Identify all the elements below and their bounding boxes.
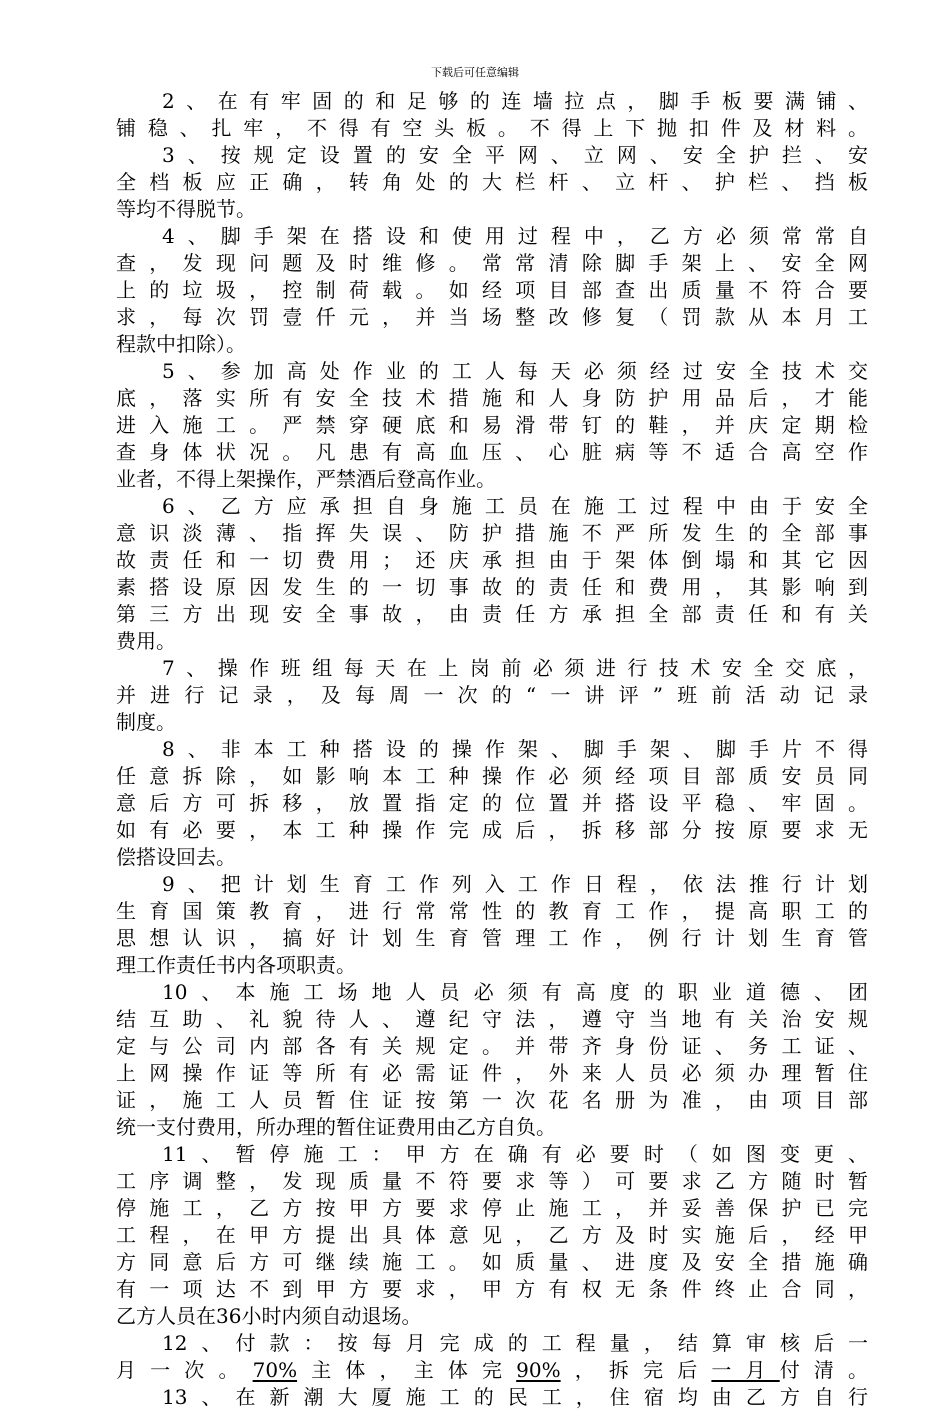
text-line: 并进行记录，及每周一次的“一讲评”班前活动记录 bbox=[116, 683, 868, 707]
text-line: 全档板应正确，转角处的大栏杆、立杆、护栏、挡板 bbox=[116, 170, 868, 194]
text-line: 意识淡薄、指挥失误、防护措施不严所发生的全部事 bbox=[116, 521, 868, 545]
text-line: 第三方出现安全事故，由责任方承担全部责任和有关 bbox=[116, 602, 868, 626]
underlined-period: 一月 bbox=[711, 1358, 780, 1382]
text-line: 进入施工。严禁穿硬底和易滑带钉的鞋，并庆定期检 bbox=[116, 413, 868, 437]
text-line: 9、把计划生育工作列入工作日程，依法推行计划 bbox=[162, 872, 868, 896]
text-line: 如有必要，本工种操作完成后，拆移部分按原要求无 bbox=[116, 818, 868, 842]
text-line: 查身体状况。凡患有高血压、心脏病等不适合高空作 bbox=[116, 440, 868, 464]
text-line: 证，施工人员暂住证按第一次花名册为准，由项目部 bbox=[116, 1088, 868, 1112]
payment-text: 主体，主体完 bbox=[297, 1358, 517, 1382]
text-line: 查，发现问题及时维修。常常清除脚手架上、安全网 bbox=[116, 251, 868, 275]
document-body bbox=[116, 88, 868, 1411]
payment-line bbox=[116, 1357, 868, 1384]
payment-text: ，拆完后 bbox=[560, 1358, 712, 1382]
text-line: 13、在新潮大厦施工的民工，住宿均由乙方自行 bbox=[162, 1385, 868, 1409]
text-line: 2、在有牢固的和足够的连墙拉点，脚手板要满铺、 bbox=[162, 89, 868, 113]
text-line: 求，每次罚壹仟元，并当场整改修复（罚款从本月工 bbox=[116, 305, 868, 329]
text-line: 乙方人员在36小时内须自动退场。 bbox=[116, 1304, 422, 1328]
text-line: 8、非本工种搭设的操作架、脚手架、脚手片不得 bbox=[162, 737, 868, 761]
text-line: 意后方可拆移，放置指定的位置并搭设平稳、牢固。 bbox=[116, 791, 868, 815]
text-line: 程款中扣除）。 bbox=[116, 332, 246, 356]
text-line: 上的垃圾，控制荷载。如经项目部查出质量不符合要 bbox=[116, 278, 868, 302]
text-line: 有一项达不到甲方要求，甲方有权无条件终止合同， bbox=[116, 1277, 868, 1301]
text-line: 11、暂停施工：甲方在确有必要时（如图变更、 bbox=[162, 1142, 868, 1166]
text-line: 定与公司内部各有关规定。并带齐身份证、务工证、 bbox=[116, 1034, 868, 1058]
text-line: 制度。 bbox=[116, 710, 176, 734]
text-line: 上网操作证等所有必需证件，外来人员必须办理暂住 bbox=[116, 1061, 868, 1085]
text-line: 停施工，乙方按甲方要求停止施工，并妥善保护已完 bbox=[116, 1196, 868, 1220]
text-line: 底，落实所有安全技术措施和人身防护用品后，才能 bbox=[116, 386, 868, 410]
text-line: 4、脚手架在搭设和使用过程中，乙方必须常常自 bbox=[162, 224, 868, 248]
text-line: 任意拆除，如影响本工种操作必须经项目部质安员同 bbox=[116, 764, 868, 788]
text-line: 偿搭设回去。 bbox=[116, 845, 236, 869]
text-line: 7、操作班组每天在上岗前必须进行技术安全交底， bbox=[162, 656, 868, 680]
text-line: 统一支付费用，所办理的暂住证费用由乙方自负。 bbox=[116, 1115, 556, 1139]
text-line: 费用。 bbox=[116, 629, 176, 653]
text-line: 等均不得脱节。 bbox=[116, 197, 256, 221]
text-line: 思想认识，搞好计划生育管理工作，例行计划生育管 bbox=[116, 926, 868, 950]
text-line: 生育国策教育，进行常常性的教育工作，提高职工的 bbox=[116, 899, 868, 923]
text-line: 铺稳、扎牢，不得有空头板。不得上下抛扣件及材料。 bbox=[116, 116, 868, 140]
text-line: 12、付款：按每月完成的工程量，结算审核后一 bbox=[162, 1331, 868, 1355]
text-line: 10、本施工场地人员必须有高度的职业道德、团 bbox=[162, 980, 868, 1004]
underlined-percent-done: 90% bbox=[516, 1358, 561, 1382]
text-line: 结互助、礼貌待人、遵纪守法，遵守当地有关治安规 bbox=[116, 1007, 868, 1031]
text-line: 故责任和一切费用；还庆承担由于架体倒塌和其它因 bbox=[116, 548, 868, 572]
payment-text: 付清。 bbox=[779, 1358, 869, 1382]
text-line: 5、参加高处作业的工人每天必须经过安全技术交 bbox=[162, 359, 868, 383]
text-line: 理工作责任书内各项职责。 bbox=[116, 953, 356, 977]
text-line: 工序调整，发现质量不符要求等）可要求乙方随时暂 bbox=[116, 1169, 868, 1193]
text-line: 工程，在甲方提出具体意见，乙方及时实施后，经甲 bbox=[116, 1223, 868, 1247]
text-line: 方同意后方可继续施工。如质量、进度及安全措施确 bbox=[116, 1250, 868, 1274]
text-line: 业者，不得上架操作，严禁酒后登高作业。 bbox=[116, 467, 496, 491]
payment-text: 月一次。 bbox=[116, 1358, 253, 1382]
underlined-percent-main: 70% bbox=[252, 1358, 298, 1382]
text-line: 3、按规定设置的安全平网、立网、安全护拦、安 bbox=[162, 143, 868, 167]
text-line: 6、乙方应承担自身施工员在施工过程中由于安全 bbox=[162, 494, 868, 518]
page-header: 下载后可任意编辑 bbox=[431, 66, 519, 79]
text-line: 素搭设原因发生的一切事故的责任和费用，其影响到 bbox=[116, 575, 868, 599]
